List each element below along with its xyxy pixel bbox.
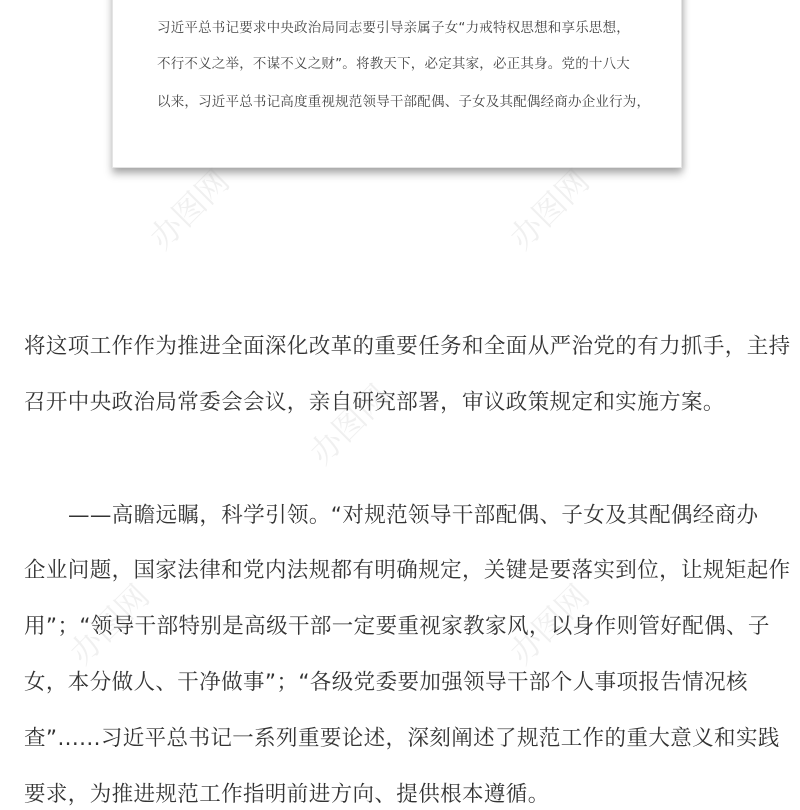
- watermark: 办图网: [302, 377, 397, 472]
- card-line: 习近平总书记要求中央政治局同志要引导亲属子女“力戒特权思想和享乐思想，: [157, 20, 630, 36]
- card-line: 不行不义之举，不谋不义之财”。将教天下，必定其家，必正其身。党的十八大: [157, 56, 630, 72]
- quote-card: [112, 0, 682, 168]
- watermark: 办图网: [502, 577, 597, 672]
- paragraph-2-line: 用”；“领导干部特别是高级干部一定要重视家教家风，以身作则管好配偶、子: [24, 614, 770, 639]
- paragraph-2-line: ——高瞻远瞩，科学引领。“对规范领导干部配偶、子女及其配偶经商办: [68, 503, 759, 528]
- watermark: 办图网: [142, 162, 237, 257]
- paragraph-2-line: 女，本分做人、干净做事”；“各级党委要加强领导干部个人事项报告情况核: [24, 670, 748, 695]
- card-line: [157, 0, 630, 2]
- paragraph-1-line: 召开中央政治局常委会会议，亲自研究部署，审议政策规定和实施方案。: [24, 390, 725, 415]
- paragraph-2-line: 要求，为推进规范工作指明前进方向、提供根本遵循。: [24, 782, 550, 807]
- card-line: 以来，习近平总书记高度重视规范领导干部配偶、子女及其配偶经商办企业行为，: [157, 94, 651, 110]
- watermark: 办图网: [502, 162, 597, 257]
- paragraph-2-line: 查”......习近平总书记一系列重要论述，深刻阐述了规范工作的重大意义和实践: [24, 726, 780, 751]
- paragraph-1-line: 将这项工作作为推进全面深化改革的重要任务和全面从严治党的有力抓手，主持: [24, 334, 791, 359]
- paragraph-2-line: 企业问题，国家法律和党内法规都有明确规定，关键是要落实到位，让规矩起作: [24, 558, 791, 583]
- watermark: 办图网: [62, 577, 157, 672]
